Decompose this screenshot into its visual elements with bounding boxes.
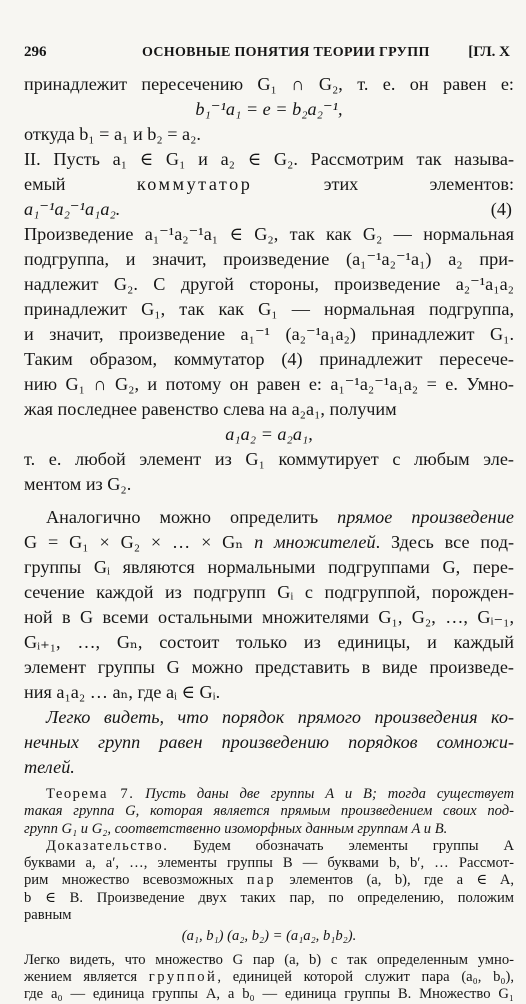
- proof-line: b ∈ B. Произведение двух таких пар, по определению, положим: [24, 889, 514, 906]
- text-line: [24, 530, 514, 555]
- page-number: 296: [24, 44, 47, 60]
- proof-text: , единицей которой служит пара (a₀, b₀),: [217, 968, 514, 985]
- text-span: . Здесь все под-: [375, 532, 514, 552]
- formula: a₁⁻¹a₂⁻¹a₁a₂.: [24, 199, 121, 219]
- equation-number: (4): [490, 199, 512, 219]
- text-line: т. е. любой элемент из G₁ коммутирует с любым эле-: [24, 449, 514, 469]
- text-line: откуда b₁ = a₁ и b₂ = a₂.: [24, 124, 201, 144]
- text-line: ментом из G₂.: [24, 474, 132, 494]
- text-line: жая последнее равенство слева на a₂a₁, получим: [24, 399, 397, 419]
- numbered-formula: [24, 197, 514, 222]
- text-line: [24, 172, 514, 197]
- running-title: ОСНОВНЫЕ ПОНЯТИЯ ТЕОРИИ ГРУПП: [142, 45, 430, 60]
- text-line: принадлежит G₁, так как G₁ — нормальная подгруппа,: [24, 299, 514, 319]
- proof-text: элементов (a, b), где a ∈ A,: [276, 872, 514, 889]
- theorem-line: такая группа G, которая является прямым произведением своих под-: [24, 803, 514, 820]
- text-line: сечение каждой из подгрупп Gᵢ с подгруппой, порожден-: [24, 582, 514, 602]
- proof-line: равным: [24, 907, 72, 924]
- proof-line: [24, 872, 514, 889]
- theorem-text: Пусть даны две группы A и B; тогда существует: [134, 786, 514, 802]
- text-line: и значит, произведение a₁⁻¹ (a₂⁻¹a₁a₂) принадлежит G₁.: [24, 324, 514, 344]
- page-body: [24, 72, 514, 1004]
- italic-line: телей.: [24, 757, 75, 777]
- proof-line: Легко видеть, что множество G пар (a, b) с так определенным умно-: [24, 951, 514, 968]
- proof-line: где a₀ — единица группы A, а b₀ — единица группы B. Множество G₁: [24, 986, 514, 1003]
- text-span: Аналогично можно определить: [46, 507, 338, 527]
- spaced-term: пар: [246, 872, 277, 889]
- formula: (a₁, b₁) (a₂, b₂) = (a₁a₂, b₁b₂).: [181, 928, 357, 945]
- text-span: емый: [24, 174, 66, 194]
- text-line: Gᵢ₊₁, …, Gₙ, состоит только из единицы, и каждый: [24, 632, 514, 652]
- theorem-label: Теорема 7.: [46, 786, 135, 802]
- proof-text: рим множество всевозможных: [24, 872, 247, 889]
- chapter-label: [ГЛ. X: [468, 44, 510, 60]
- italic-term: прямое произведение: [337, 507, 514, 527]
- proof-text: жением является: [24, 968, 149, 985]
- text-line: подгруппа, и значит, произведение (a₁⁻¹a₂⁻¹a₁) a₂ при-: [24, 249, 514, 269]
- spaced-term: коммутатор: [136, 174, 253, 194]
- formula: b₁⁻¹a₁ = e = b₂a₂⁻¹,: [195, 99, 343, 119]
- formula: a₁a₂ = a₂a₁,: [225, 424, 313, 444]
- text-span: этих элементов:: [323, 174, 514, 194]
- proof-line: буквами a, a′, …, элементы группы B — буквами b, b′, … Рассмот-: [24, 855, 514, 872]
- text-line: ния a₁a₂ … aₙ, где aᵢ ∈ Gᵢ.: [24, 682, 221, 702]
- italic-line: Легко видеть, что порядок прямого произведения ко-: [46, 707, 514, 727]
- text-span: G = G₁ × G₂ × … × Gₙ: [24, 532, 255, 552]
- italic-term: n множителей: [254, 532, 376, 552]
- text-line: принадлежит пересечению G₁ ∩ G₂, т. е. он равен e:: [24, 74, 514, 94]
- proof-line: [24, 838, 514, 855]
- text-line: Произведение a₁⁻¹a₂⁻¹a₁ ∈ G₂, так как G₂ — нормальная: [24, 224, 514, 244]
- proof-text: Будем обозначать элементы группы A: [168, 837, 514, 854]
- theorem-line: групп G₁ и G₂, соответственно изоморфных данным группам A и B.: [24, 820, 448, 837]
- theorem-line: [24, 786, 514, 803]
- text-line: Таким образом, коммутатор (4) принадлежит пересече-: [24, 349, 514, 369]
- text-line: [24, 505, 514, 530]
- proof-line: [24, 969, 514, 986]
- spaced-term: группой: [148, 968, 218, 985]
- text-line: элемент группы G можно представить в виде произведе-: [24, 657, 514, 677]
- text-line: нию G₁ ∩ G₂, и потому он равен e: a₁⁻¹a₂⁻¹a₁a₂ = e. Умно-: [24, 374, 514, 394]
- text-line: II. Пусть a₁ ∈ G₁ и a₂ ∈ G₂. Рассмотрим так называ-: [24, 149, 514, 169]
- running-header: [24, 44, 514, 66]
- theorem-block: [24, 786, 514, 1004]
- text-line: ной в G всеми остальными множителями G₁, G₂, …, Gᵢ₋₁,: [24, 607, 514, 627]
- text-line: группы Gᵢ являются нормальными подгруппами G, пере-: [24, 557, 514, 577]
- proof-label: Доказательство.: [46, 837, 169, 854]
- text-line: надлежит G₂. С другой стороны, произведение a₂⁻¹a₁a₂: [24, 274, 514, 294]
- italic-line: нечных групп равен произведению порядков сомножи-: [24, 732, 514, 752]
